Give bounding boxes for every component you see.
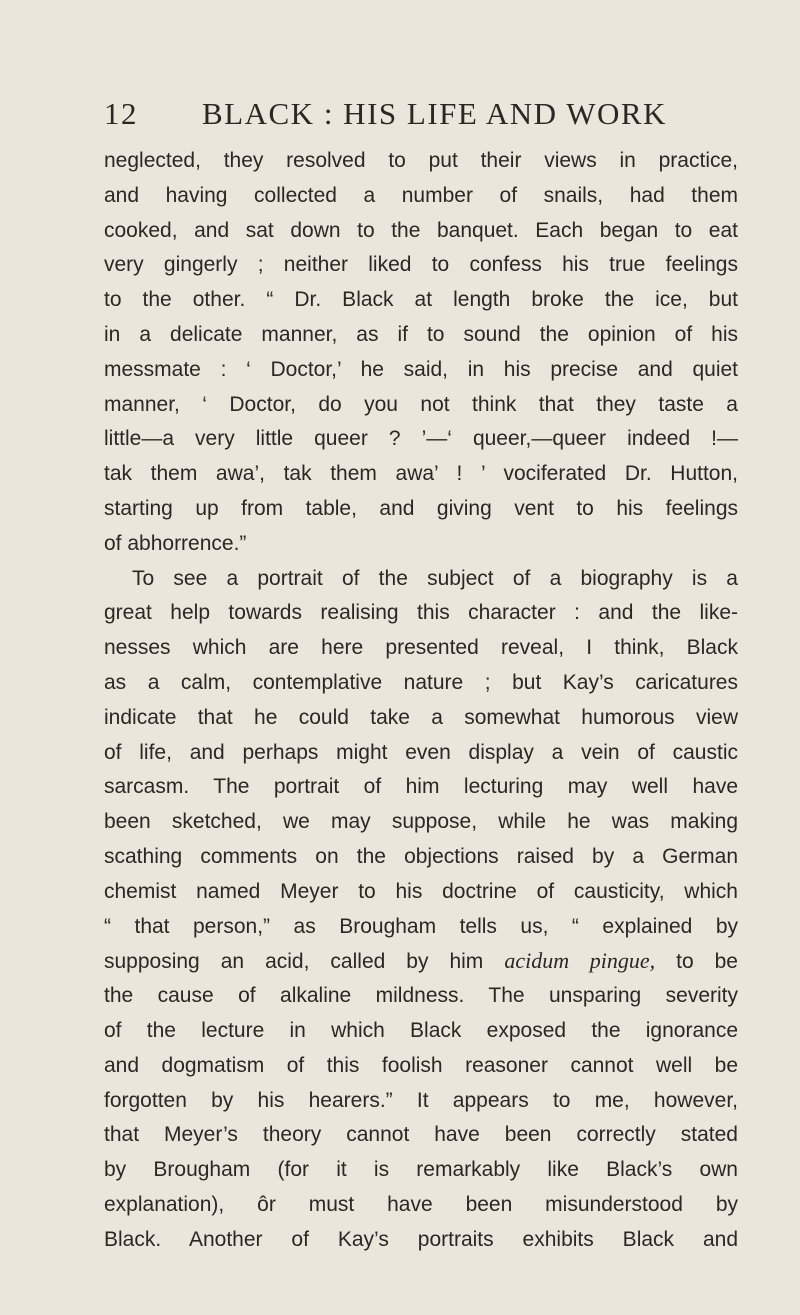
- text-line: neglected, they resolved to put their views in practice,: [104, 149, 738, 172]
- text-line: and having collected a number of snails, had them: [104, 183, 738, 207]
- text-line: in a delicate manner, as if to sound the opinion of his: [104, 322, 738, 346]
- running-head: [104, 96, 744, 136]
- text-line: of the lecture in which Black exposed the ignorance: [104, 1018, 738, 1042]
- text-line: scathing comments on the objections raised by a German: [104, 844, 738, 868]
- text-line: chemist named Meyer to his doctrine of causticity, which: [104, 879, 738, 903]
- text-line: cooked, and sat down to the banquet. Each began to eat: [104, 218, 738, 242]
- text-line: and dogmatism of this foolish reasoner cannot well be: [104, 1053, 738, 1077]
- text-line: very gingerly ; neither liked to confess his true feelings: [104, 253, 738, 277]
- text-line: tak them awa’, tak them awa’ ! ’ vociferated Dr. Hutton,: [104, 462, 738, 486]
- text-line: explanation), ôr must have been misunderstood by: [104, 1192, 738, 1216]
- text-line: manner, ‘ Doctor, do you not think that they taste a: [104, 392, 738, 416]
- body-text: [104, 144, 738, 1258]
- text-span: supposing an acid, called by him: [104, 950, 484, 974]
- text-line: by Brougham (for it is remarkably like Black’s own: [104, 1158, 738, 1182]
- text-line: indicate that he could take a somewhat humorous view: [104, 705, 738, 729]
- text-line: of life, and perhaps might even display a vein of caustic: [104, 740, 738, 764]
- text-line-with-italic: [104, 944, 738, 979]
- text-line: “ that person,” as Brougham tells us, “ explained by: [104, 914, 738, 938]
- text-line: sarcasm. The portrait of him lecturing may well have: [104, 775, 738, 799]
- text-line: as a calm, contemplative nature ; but Kay’s caricatures: [104, 670, 738, 694]
- text-line: nesses which are here presented reveal, I think, Black: [104, 636, 738, 660]
- text-line: that Meyer’s theory cannot have been correctly stated: [104, 1123, 738, 1147]
- text-line: little—a very little queer ? ’—‘ queer,—queer indeed !—: [104, 427, 738, 451]
- italic-term: acidum pingue,: [504, 948, 656, 974]
- text-line: starting up from table, and giving vent to his feelings: [104, 496, 738, 520]
- page-number: 12: [104, 96, 138, 131]
- text-line: the cause of alkaline mildness. The unsparing severity: [104, 984, 738, 1008]
- text-line: to the other. “ Dr. Black at length broke the ice, but: [104, 288, 738, 312]
- text-line: great help towards realising this character : and the like-: [104, 601, 738, 625]
- text-line: To see a portrait of the subject of a biography is a: [132, 566, 738, 590]
- running-title: BLACK : HIS LIFE AND WORK: [202, 96, 667, 131]
- text-line: forgotten by his hearers.” It appears to me, however,: [104, 1088, 738, 1112]
- text-line: messmate : ‘ Doctor,’ he said, in his precise and quiet: [104, 357, 738, 381]
- text-line: Black. Another of Kay’s portraits exhibits Black and: [104, 1227, 738, 1251]
- text-span: to be: [676, 950, 738, 974]
- text-line: been sketched, we may suppose, while he was making: [104, 810, 738, 834]
- text-line: of abhorrence.”: [104, 531, 247, 555]
